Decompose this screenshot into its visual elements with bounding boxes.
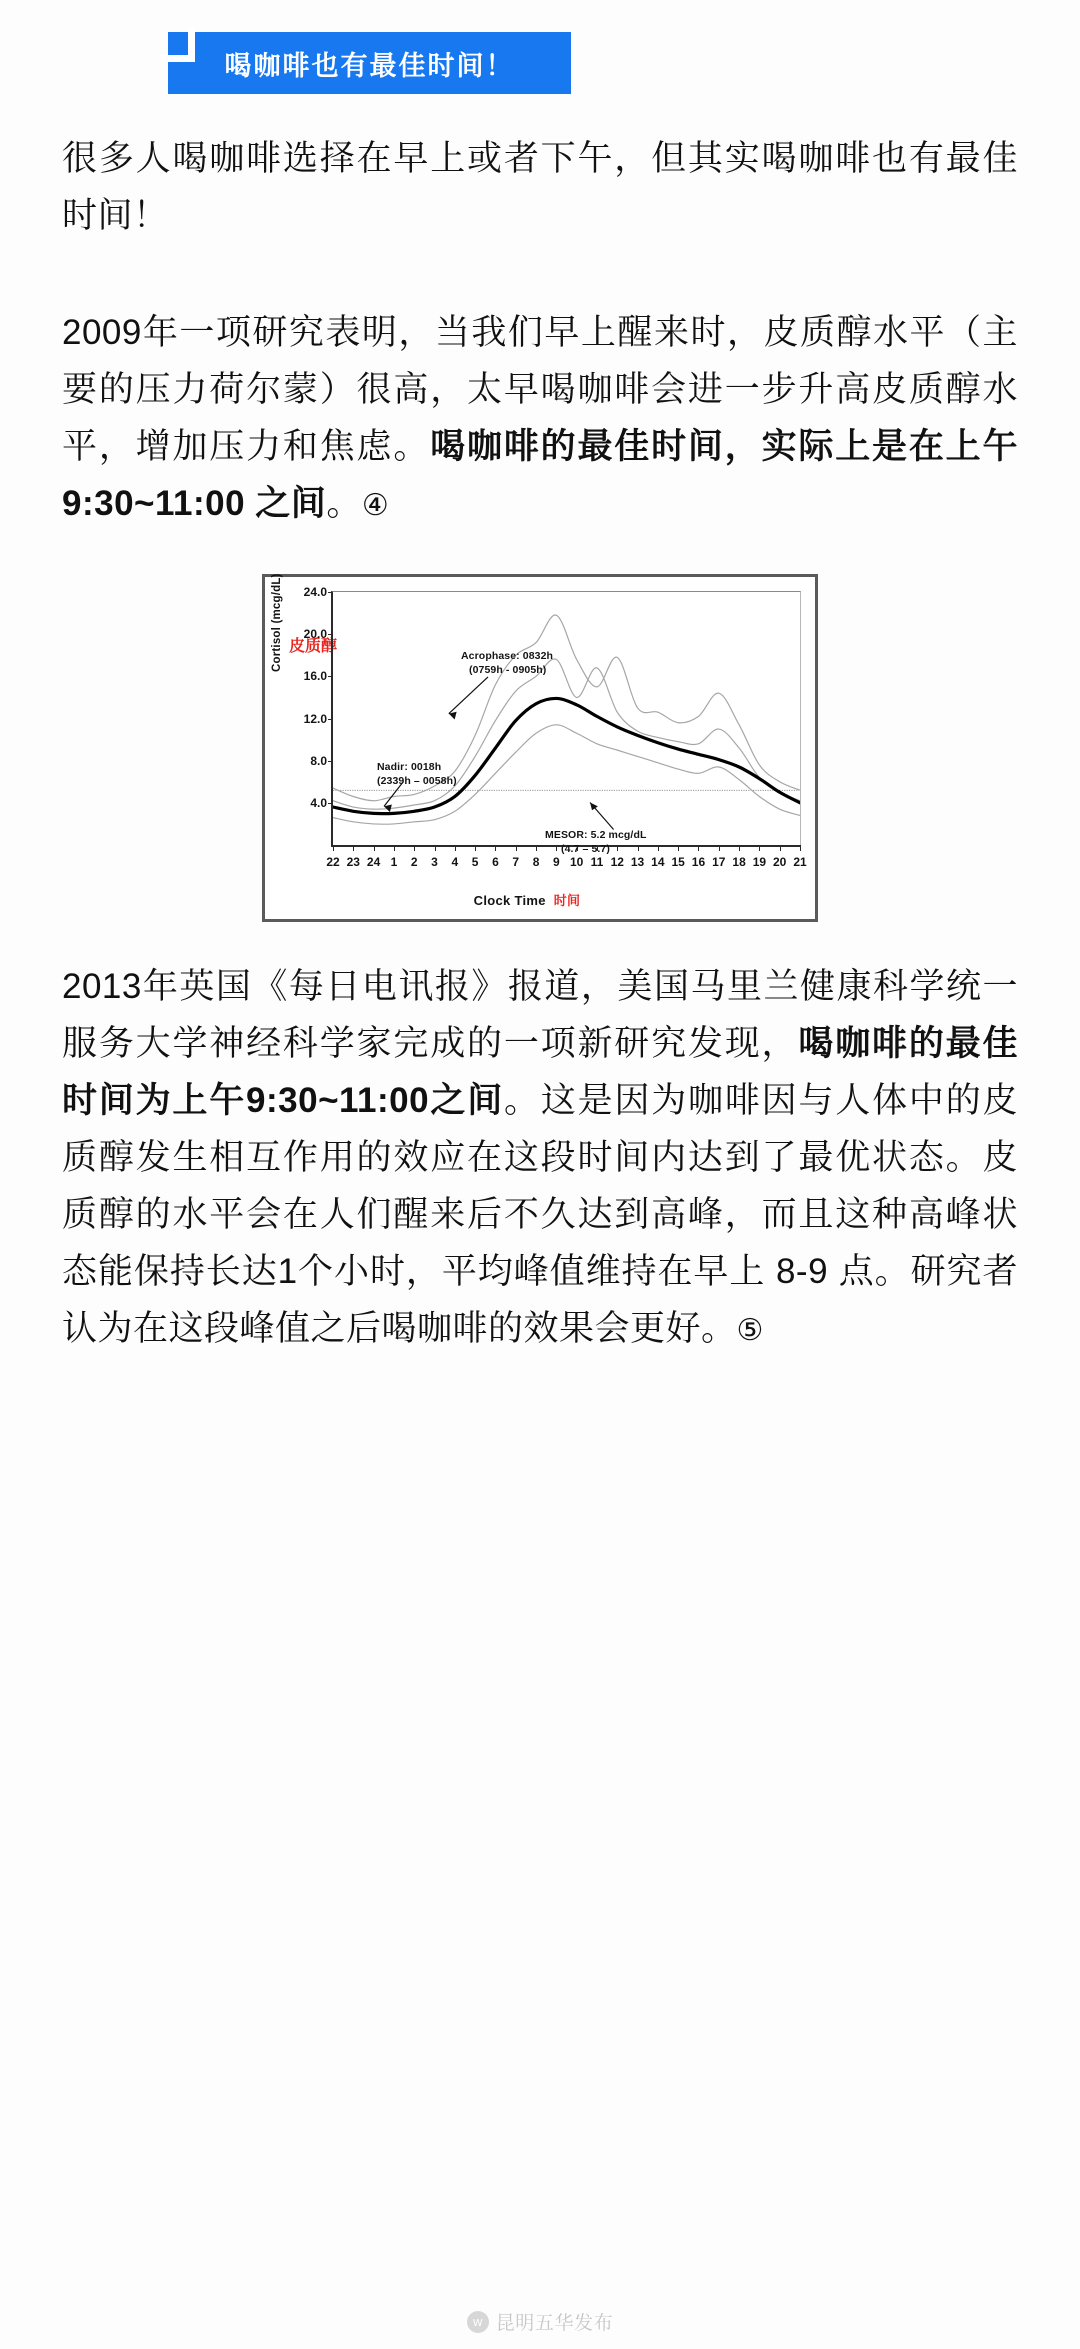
chart-x-tick-mark <box>414 845 415 851</box>
chart-x-tick-mark <box>495 845 496 851</box>
paragraph-3-text-b: 。这是因为咖啡因与人体中的皮质醇发生相互作用的效应在这段时间内达到了最优状态。皮质醇的水平会在人们醒来后不久达到高峰，而且这种高峰状态能保持长达1个小时，平均峰值维持在早上 8-9 点。研究者认为在这段峰值之后喝咖啡的效果会更好。 <box>62 1081 1018 1348</box>
chart-x-tick-mark <box>719 845 720 851</box>
chart-y-tick-label: 8.0 <box>310 753 327 768</box>
chart-container <box>262 574 818 922</box>
chart-x-tick-label: 18 <box>732 855 746 869</box>
chart-y-tick-label: 12.0 <box>303 711 327 726</box>
annotation-mesor-line1: MESOR: 5.2 mcg/dL <box>545 829 647 841</box>
chart-x-tick-mark <box>455 845 456 851</box>
chart-x-tick-label: 2 <box>410 855 418 869</box>
chart-x-tick-mark <box>739 845 740 851</box>
chart-x-tick-mark <box>678 845 679 851</box>
paragraph-3-reference: ⑤ <box>736 1314 764 1347</box>
chart-x-tick-label: 12 <box>610 855 624 869</box>
chart-x-axis-title-en: Clock Time <box>473 893 546 908</box>
chart-x-axis-title <box>265 890 789 909</box>
chart-x-tick-label: 3 <box>431 855 438 869</box>
chart-y-tick-label: 20.0 <box>303 627 327 642</box>
chart-x-tick-label: 22 <box>326 855 340 869</box>
chart-x-tick-label: 10 <box>569 855 584 869</box>
chart-x-tick-mark <box>536 845 537 851</box>
chart-y-axis-title-cn: 皮质醇 <box>289 633 337 656</box>
paragraph-3 <box>62 958 1018 1359</box>
chart-x-tick-label: 9 <box>553 855 560 869</box>
title-banner <box>168 32 571 94</box>
chart-x-tick-label: 5 <box>471 855 479 869</box>
chart-x-tick-label: 8 <box>532 855 540 869</box>
chart-x-tick-label: 19 <box>752 855 767 869</box>
page-title: 喝咖啡也有最佳时间！ <box>224 50 515 81</box>
chart-y-axis-title: Cortisol (mcg/dL) <box>271 573 283 672</box>
chart-x-tick-label: 21 <box>793 855 807 869</box>
chart-x-tick-mark <box>698 845 699 851</box>
chart-x-tick-mark <box>658 845 659 851</box>
annotation-acrophase-line1: Acrophase: 0832h <box>461 650 554 662</box>
chart-x-tick-mark <box>780 845 781 851</box>
chart-x-tick-label: 24 <box>366 855 381 869</box>
paragraph-3-text-a: 2013年英国《每日电讯报》报道，美国马里兰健康科学统一服务大学神经科学家完成的一项新研究发现， <box>62 967 1018 1063</box>
chart-x-tick-mark <box>759 845 760 851</box>
chart-x-tick-mark <box>475 845 476 851</box>
chart-x-tick-label: 6 <box>492 855 499 869</box>
chart-x-tick-label: 4 <box>451 855 459 869</box>
chart-x-tick-label: 14 <box>651 855 665 869</box>
footer-account-name: 昆明五华发布 <box>495 2313 614 2334</box>
chart-x-tick-label: 20 <box>773 855 787 869</box>
annotation-nadir-line2: (2339h – 0058h) <box>377 775 457 787</box>
annotation-mesor <box>545 828 646 856</box>
paragraph-3-highlight: 喝咖啡的最佳时间为上午9:30~11:00之间 <box>62 1024 1018 1120</box>
chart-x-tick-label: 11 <box>590 855 604 869</box>
chart-x-tick-mark <box>374 845 375 851</box>
article-body-2 <box>0 958 1080 1359</box>
paragraph-2 <box>62 304 1018 534</box>
annotation-nadir-line1: Nadir: 0018h <box>377 761 442 773</box>
chart-x-tick-mark <box>333 845 334 851</box>
chart-x-tick-label: 23 <box>346 855 360 869</box>
chart-x-tick-label: 16 <box>691 855 706 869</box>
chart-x-tick-mark <box>800 845 801 851</box>
annotation-nadir <box>377 760 457 788</box>
chart-y-tick-label: 16.0 <box>303 669 327 684</box>
chart-x-tick-label: 13 <box>630 855 645 869</box>
chart-x-tick-mark <box>435 845 436 851</box>
paragraph-2-highlight: 喝咖啡的最佳时间，实际上是在上午 9:30~11:00 之间 <box>62 427 1018 523</box>
chart-y-tick-label: 4.0 <box>310 795 327 810</box>
chart-x-tick-mark <box>353 845 354 851</box>
chart-annotation-arrows <box>333 592 800 845</box>
chart-x-tick-label: 1 <box>390 855 398 869</box>
paragraph-1: 很多人喝咖啡选择在早上或者下午，但其实喝咖啡也有最佳时间！ <box>62 139 1018 235</box>
cortisol-chart-figure <box>0 574 1080 922</box>
chart-x-axis-title-cn: 时间 <box>553 893 581 908</box>
chart-x-tick-label: 17 <box>712 855 726 869</box>
article-body <box>0 130 1080 534</box>
chart-x-tick-label: 15 <box>671 855 685 869</box>
chart-x-tick-mark <box>516 845 517 851</box>
weibo-icon: w <box>467 2311 489 2333</box>
annotation-acrophase <box>461 649 553 677</box>
page-header <box>0 0 1080 130</box>
paragraph-2-reference: ④ <box>361 489 390 522</box>
paragraph-2-text-a: 2009年一项研究表明，当我们早上醒来时，皮质醇水平（主要的压力荷尔蒙）很高，太早喝咖啡会进一步升高皮质醇水平，增加压力和焦虑。 <box>62 313 1018 466</box>
chart-y-tick-label: 24.0 <box>303 585 327 599</box>
annotation-acrophase-line2: (0759h - 0905h) <box>469 664 547 676</box>
chart-x-tick-label: 7 <box>512 855 520 869</box>
banner-corner-notch-icon <box>160 27 195 62</box>
paragraph-2-text-b: 。 <box>326 484 362 523</box>
footer-attribution <box>0 2308 1080 2335</box>
annotation-mesor-line2: (4.7 – 5.7) <box>561 843 610 855</box>
chart-x-tick-mark <box>394 845 395 851</box>
